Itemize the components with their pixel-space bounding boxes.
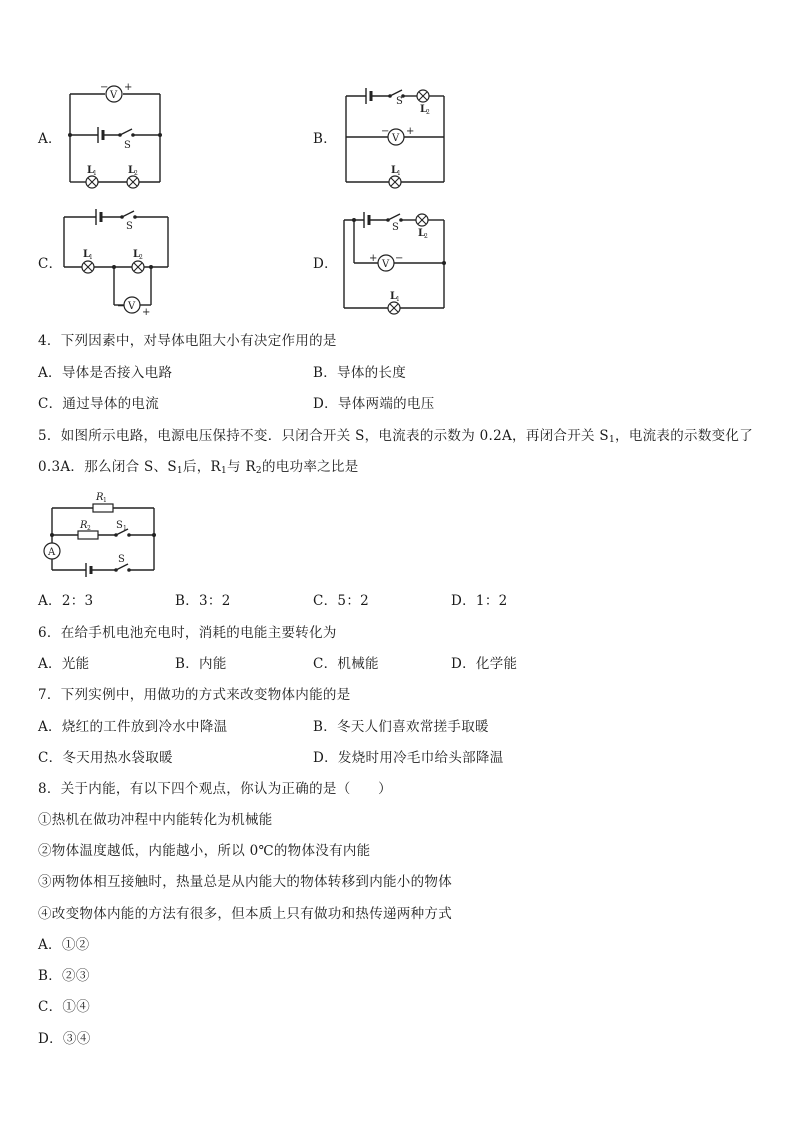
- q8-option-d: D．③④: [38, 1031, 91, 1047]
- q6-option-c: C．机械能: [313, 656, 379, 672]
- q6-option-b: B．内能: [175, 656, 227, 672]
- q5-option-b: B．3：2: [175, 593, 231, 609]
- svg-text:V: V: [110, 90, 118, 101]
- svg-text:1: 1: [396, 296, 400, 303]
- circuit-diagram-d: [338, 208, 453, 320]
- svg-text:V: V: [382, 259, 390, 270]
- svg-text:L: L: [418, 228, 426, 239]
- q7-option-d: D．发烧时用冷毛巾给头部降温: [313, 750, 504, 766]
- svg-text:1: 1: [89, 254, 93, 261]
- svg-text:1: 1: [397, 170, 401, 177]
- svg-text:A: A: [48, 547, 56, 558]
- q6-option-a: A．光能: [38, 656, 90, 672]
- svg-text:−: −: [117, 301, 126, 312]
- q8-statement-4: ④改变物体内能的方法有很多，但本质上只有做功和热传递两种方式: [38, 906, 452, 922]
- q7-option-b: B．冬天人们喜欢常搓手取暖: [313, 719, 489, 735]
- svg-text:1: 1: [93, 170, 97, 177]
- q8-stem: 8．关于内能，有以下四个观点，你认为正确的是（ ）: [38, 781, 392, 797]
- svg-text:R: R: [80, 520, 88, 531]
- svg-text:S: S: [118, 554, 125, 565]
- option-d-label: D．: [313, 256, 338, 272]
- option-b-label: B．: [313, 131, 338, 147]
- svg-text:2: 2: [426, 109, 430, 116]
- q7-option-a: A．烧红的工件放到冷水中降温: [38, 719, 228, 735]
- q5-stem-line2: 0.3A．那么闭合 S、$S_1$后，$R_1$与 $R_2$的电功率之比是: [38, 459, 359, 476]
- q8-option-c: C．①④: [38, 999, 91, 1015]
- q4-option-b: B．导体的长度: [313, 365, 407, 381]
- svg-text:−: −: [395, 253, 404, 264]
- svg-text:S: S: [396, 96, 403, 107]
- q6-stem: 6．在给手机电池充电时，消耗的电能主要转化为: [38, 625, 337, 641]
- q8-statement-2: ②物体温度越低，内能越小，所以 0℃的物体没有内能: [38, 843, 371, 859]
- svg-text:+: +: [406, 126, 415, 137]
- circuit-diagram-a: [60, 82, 170, 192]
- svg-text:S: S: [126, 221, 133, 232]
- q8-statement-1: ①热机在做功冲程中内能转化为机械能: [38, 812, 273, 828]
- resistor-r2-icon: [78, 531, 98, 539]
- svg-text:L: L: [87, 165, 95, 176]
- svg-text:S: S: [392, 222, 399, 233]
- svg-text:2: 2: [87, 525, 91, 532]
- q5-option-a: A．2：3: [38, 593, 94, 609]
- svg-text:V: V: [392, 133, 400, 144]
- q8-statement-3: ③两物体相互接触时，热量总是从内能大的物体转移到内能小的物体: [38, 874, 452, 890]
- svg-text:2: 2: [424, 233, 428, 240]
- q6-option-d: D．化学能: [451, 656, 518, 672]
- circuit-diagram-c: [58, 205, 178, 318]
- svg-text:L: L: [128, 165, 136, 176]
- q4-option-d: D．导体两端的电压: [313, 396, 435, 412]
- svg-text:1: 1: [103, 497, 107, 504]
- q4-option-c: C．通过导体的电流: [38, 396, 160, 412]
- q4-stem: 4．下列因素中，对导体电阻大小有决定作用的是: [38, 333, 337, 349]
- svg-text:+: +: [369, 253, 378, 264]
- svg-text:L: L: [83, 249, 91, 260]
- svg-text:L: L: [391, 165, 399, 176]
- svg-text:1: 1: [123, 525, 127, 532]
- svg-text:+: +: [124, 82, 133, 93]
- svg-text:−: −: [381, 126, 390, 137]
- svg-text:2: 2: [139, 254, 143, 261]
- svg-text:S: S: [116, 520, 123, 531]
- q5-option-d: D．1：2: [451, 593, 508, 609]
- q5-stem-line1: 5．如图所示电路，电源电压保持不变．只闭合开关 S，电流表的示数为 0.2A，再闭合开关 $S_1$，电流表的示数变化了: [38, 428, 754, 445]
- svg-text:2: 2: [134, 170, 138, 177]
- svg-text:S: S: [124, 140, 131, 151]
- q4-option-a: A．导体是否接入电路: [38, 365, 173, 381]
- q5-circuit-diagram: [38, 490, 163, 580]
- svg-text:+: +: [142, 307, 151, 318]
- resistor-r1-icon: [93, 504, 113, 512]
- svg-text:L: L: [420, 104, 428, 115]
- svg-text:−: −: [100, 82, 109, 93]
- q5-option-c: C．5：2: [313, 593, 370, 609]
- q8-option-a: A．①②: [38, 937, 90, 953]
- q8-option-b: B．②③: [38, 968, 90, 984]
- svg-text:R: R: [96, 492, 104, 503]
- q7-stem: 7．下列实例中，用做功的方式来改变物体内能的是: [38, 687, 351, 703]
- svg-text:L: L: [390, 291, 398, 302]
- option-c-label: C．: [38, 256, 63, 272]
- svg-text:V: V: [128, 301, 136, 312]
- circuit-diagram-b: [338, 82, 453, 192]
- q7-option-c: C．冬天用热水袋取暖: [38, 750, 173, 766]
- svg-text:L: L: [133, 249, 141, 260]
- option-a-label: A．: [38, 131, 62, 147]
